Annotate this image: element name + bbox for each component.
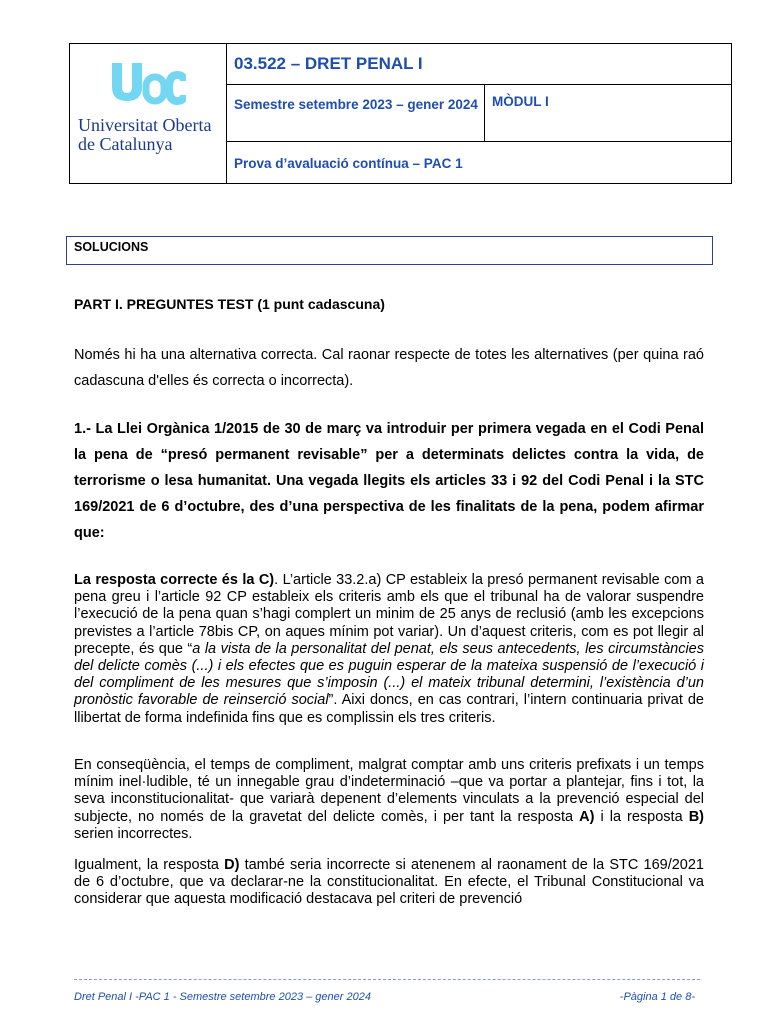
answer-paragraph-3 — [74, 857, 704, 909]
uoc-logo-icon — [110, 63, 186, 105]
answer-quote: a la vista de la personalitat del penat, els seus antecedents, les circumstàncies del delicte comès (...) i els efectes que es puguin esperar de la mateixa suspensió de l’execució i del compliment de les mesures que s’imposin (...) el mateix tribunal determini, l’existència d’un pronòstic favorable de reinserció social — [74, 640, 704, 709]
part-title: PART I. PREGUNTES TEST (1 punt cadascuna) — [74, 296, 385, 312]
answer-text: . L’article 33.2.a) CP estableix la presó permanent revisable com a pena greu i l’article 92 CP estableix els criteris amb els que el tribunal ha de valorar suspendre l’execució de la pena quan s’hagi complert un minim de 25 anys de reclusió (amb les excepcions previstes a l’article 78bis CP, on aques mínim pot variar). Un d’aquest criteris, com es pot llegir al precepte, és que “ — [74, 572, 704, 657]
footer-divider — [74, 979, 700, 980]
intro-paragraph: Només hi ha una alternativa correcta. Cal raonar respecte de totes les alternatives (per quina raó cadascuna d'elles és correcta o incorrecta). — [74, 347, 704, 389]
header-vertical-divider — [484, 84, 485, 141]
logo-line-2: de Catalunya — [78, 134, 173, 154]
exam-label: Prova d’avaluació contínua – PAC 1 — [234, 156, 463, 171]
option-d-ref: D) — [224, 857, 240, 873]
module-label: MÒDUL I — [492, 94, 549, 109]
question-1: 1.- La Llei Orgànica 1/2015 de 30 de març va introduir per primera vegada en el Codi Penal la pena de “presó permanent revisable” per a determinats delictes contra la vida, de terrorisme o lesa humanitat. Una vegada llegits els articles 33 i 92 del Codi Penal i la STC 169/2021 de 6 d’octubre, des d’una perspectiva de les finalitats de la pena, podem afirmar que: — [74, 421, 704, 541]
answer-text: i la resposta — [594, 808, 689, 825]
header-divider — [226, 141, 731, 142]
semester-label: Semestre setembre 2023 – gener 2024 — [234, 97, 478, 112]
answer-paragraph-1 — [74, 572, 704, 727]
logo-cell — [70, 44, 227, 183]
solutions-box: SOLUCIONS — [66, 236, 713, 265]
answer-text: En conseqüència, el temps de compliment, malgrat comptar amb uns criteris prefixats i un temps mínim inel·ludible, té un innegable grau d’indeterminació –que va portar a plantejar, fins i tot, la seva inconstitucionalitat- que variarà depenent d’elements vinculats a la prevenció especial del subjecte, no només de la gravetat del delicte comès, i per tant la resposta — [74, 757, 704, 825]
answer-text: serien incorrectes. — [74, 825, 193, 842]
logo-text — [78, 116, 211, 154]
answer-paragraph-2 — [74, 757, 704, 843]
logo-line-1: Universitat Oberta — [78, 115, 212, 135]
answer-text: ”. Aixi doncs, en cas contrari, l’intern continuaria privat de llibertat de forma indefinida fins que es complissin els tres criteris. — [74, 692, 704, 726]
header-divider — [226, 84, 731, 85]
option-a-ref: A) — [579, 808, 595, 825]
footer-course: Dret Penal I -PAC 1 - Semestre setembre 2023 – gener 2024 — [74, 991, 371, 1003]
option-b-ref: B) — [688, 808, 704, 825]
answer-text: també seria incorrecte si atenenem al raonament de la STC 169/2021 de 6 d’octubre, que va declarar-ne la constitucionalitat. En efecte, el Tribunal Constitucional va considerar que aquesta modificació destacava pel criteri de prevenció — [74, 857, 704, 908]
answer-text: Igualment, la resposta — [74, 857, 225, 873]
header-table — [69, 43, 732, 184]
course-title: 03.522 – DRET PENAL I — [234, 54, 423, 73]
answer-lead: La resposta correcte és la C) — [74, 572, 275, 588]
footer-page-number: -Pàgina 1 de 8- — [619, 991, 695, 1003]
